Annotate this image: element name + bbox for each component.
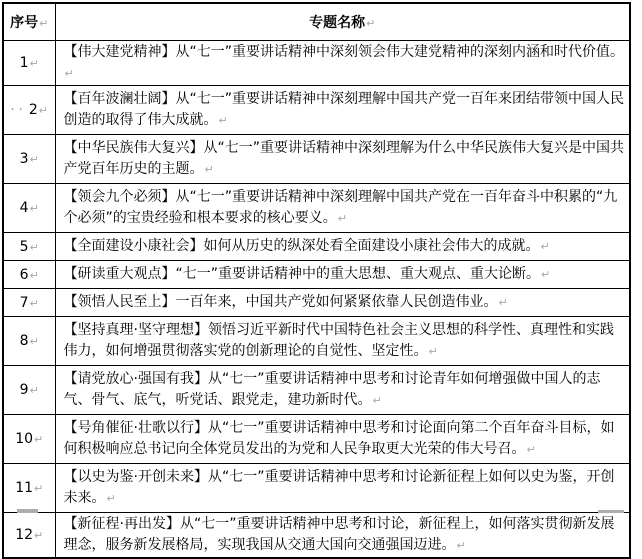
end-of-cell-mark: ↵ <box>29 384 39 397</box>
end-of-cell-mark: ↵ <box>106 492 116 505</box>
row-number: 1 <box>19 55 29 71</box>
topic-text: 【以史为鉴·开创未来】从“七一”重要讲话精神中思考和讨论新征程上如何以史为鉴，开创未来。 <box>63 469 615 506</box>
topic-text: 【坚持真理·坚守理想】领悟习近平新时代中国特色社会主义思想的科学性、真理性和实践伟力，如何增强贯彻落实党的创新理论的自觉性、坚定性。 <box>63 322 614 359</box>
end-of-cell-mark: ↵ <box>29 202 39 215</box>
topic-cell[interactable] <box>55 135 630 184</box>
header-title-label: 专题名称 <box>309 15 366 31</box>
table-row <box>3 261 630 289</box>
table-row <box>3 415 630 464</box>
end-of-cell-mark: ↵ <box>541 268 551 281</box>
header-cell-title[interactable] <box>55 3 630 41</box>
end-of-cell-mark: ↵ <box>372 394 382 407</box>
row-number: 3 <box>19 151 29 167</box>
end-of-cell-mark: ↵ <box>34 529 44 542</box>
table-row <box>3 366 630 415</box>
topic-cell[interactable] <box>55 464 630 513</box>
table-row <box>3 317 630 366</box>
row-number: 5 <box>19 238 29 255</box>
end-of-cell-mark: ↵ <box>366 17 376 30</box>
end-of-cell-mark: ↵ <box>29 296 39 310</box>
table-row <box>3 41 630 86</box>
end-of-cell-mark: ↵ <box>29 268 39 282</box>
topic-text: 【请党放心·强国有我】从“七一”重要讲话精神中思考和讨论青年如何增强做中国人的志气、骨气、底气，听党话、跟党走，建功新时代。 <box>63 371 601 408</box>
row-number-cell[interactable] <box>3 366 55 415</box>
end-of-cell-mark: ↵ <box>29 153 39 166</box>
topic-text: 【伟大建党精神】从“七一”重要讲话精神中深刻领会伟大建党精神的深刻内涵和时代价值。 <box>63 44 625 60</box>
end-of-cell-mark: ↵ <box>64 67 74 80</box>
row-number: 6 <box>19 266 29 283</box>
topic-cell[interactable] <box>55 513 630 559</box>
topic-cell[interactable] <box>55 261 630 289</box>
end-of-cell-mark: ↵ <box>456 539 466 552</box>
end-of-cell-mark: ↵ <box>337 212 347 225</box>
topic-cell[interactable] <box>55 289 630 317</box>
end-of-cell-mark: ↵ <box>34 433 44 446</box>
topic-text: 【全面建设小康社会】如何从历史的纵深处看全面建设小康社会伟大的成就。 <box>63 238 540 254</box>
table-row <box>3 135 630 184</box>
row-number: 4 <box>19 200 29 216</box>
row-number: 11 <box>15 480 34 496</box>
partial-element-bottom-left <box>17 509 38 513</box>
row-number-cell[interactable] <box>3 135 55 184</box>
end-of-cell-mark: ↵ <box>428 345 438 358</box>
end-of-cell-mark: ↵ <box>29 240 39 254</box>
row-number: 7 <box>19 294 29 311</box>
header-cell-number[interactable] <box>3 3 55 41</box>
row-number-cell[interactable] <box>3 41 55 86</box>
end-of-cell-mark: ↵ <box>540 240 550 253</box>
row-number-cell[interactable] <box>3 317 55 366</box>
topic-text: 【领会九个必须】从“七一”重要讲话精神中深刻理解中国共产党在一百年奋斗中积累的“九个必须”的宝贵经验和根本要求的核心要义。 <box>63 189 618 226</box>
row-number-cell[interactable] <box>3 513 55 559</box>
end-of-cell-mark: ↵ <box>29 57 39 70</box>
topic-cell[interactable] <box>55 366 630 415</box>
row-number-cell[interactable] <box>3 289 55 317</box>
row-number-cell[interactable] <box>3 415 55 464</box>
table-row <box>3 233 630 261</box>
end-of-cell-mark: ↵ <box>29 335 39 348</box>
topic-cell[interactable] <box>55 317 630 366</box>
topic-cell[interactable] <box>55 184 630 233</box>
topic-text: 【研读重大观点】“七一”重要讲话精神中的重大思想、重大观点、重大论断。 <box>63 266 541 282</box>
table-row <box>3 184 630 233</box>
row-number-cell[interactable] <box>3 233 55 261</box>
table-header-row <box>3 3 630 41</box>
table-row <box>3 289 630 317</box>
end-of-cell-mark: ↵ <box>498 296 508 309</box>
topic-cell[interactable] <box>55 86 630 135</box>
topic-text: 【百年波澜壮阔】从“七一”重要讲话精神中深刻理解中国共产党一百年来团结带领中国人民创造的取得了伟大成就。 <box>63 91 625 128</box>
row-number-cell[interactable] <box>3 86 55 135</box>
end-of-cell-mark: ↵ <box>34 482 44 495</box>
row-number: 9 <box>19 382 29 398</box>
end-of-cell-mark: ↵ <box>526 443 536 456</box>
row-number-cell[interactable] <box>3 184 55 233</box>
row-number: 10 <box>15 431 34 447</box>
row-number-cell[interactable] <box>3 261 55 289</box>
topic-text: 【中华民族伟大复兴】从“七一”重要讲话精神中深刻理解为什么中华民族伟大复兴是中国共产党百年历史的主题。 <box>63 140 625 177</box>
topic-text: 【领悟人民至上】一百年来，中国共产党如何紧紧依靠人民创造伟业。 <box>63 294 498 310</box>
topics-table <box>2 2 631 559</box>
space-formatting-marks: ·· <box>10 103 27 118</box>
end-of-cell-mark: ↵ <box>204 163 214 176</box>
row-number-cell[interactable] <box>3 464 55 513</box>
topic-text: 【新征程·再出发】从“七一”重要讲话精神中思考和讨论，新征程上，如何落实贯彻新发展理念，服务新发展格局，实现我国从交通大国向交通强国迈进。 <box>63 516 615 553</box>
topic-cell[interactable] <box>55 415 630 464</box>
row-number: 12 <box>15 527 34 543</box>
end-of-cell-mark: ↵ <box>38 104 48 117</box>
end-of-cell-mark: ↵ <box>39 17 49 30</box>
header-number-label: 序号 <box>10 15 39 31</box>
table-row <box>3 513 630 559</box>
topic-cell[interactable] <box>55 41 630 86</box>
table-row <box>3 86 630 135</box>
row-number: 2 <box>28 102 38 118</box>
row-number: 8 <box>19 333 29 349</box>
topic-cell[interactable] <box>55 233 630 261</box>
table-row <box>3 464 630 513</box>
end-of-cell-mark: ↵ <box>218 114 228 127</box>
topic-text: 【号角催征·壮歌以行】从“七一”重要讲话精神中思考和讨论面向第二个百年奋斗目标，如何积极响应总书记向全体党员发出的为党和人民争取更大光荣的伟大号召。 <box>63 420 615 457</box>
